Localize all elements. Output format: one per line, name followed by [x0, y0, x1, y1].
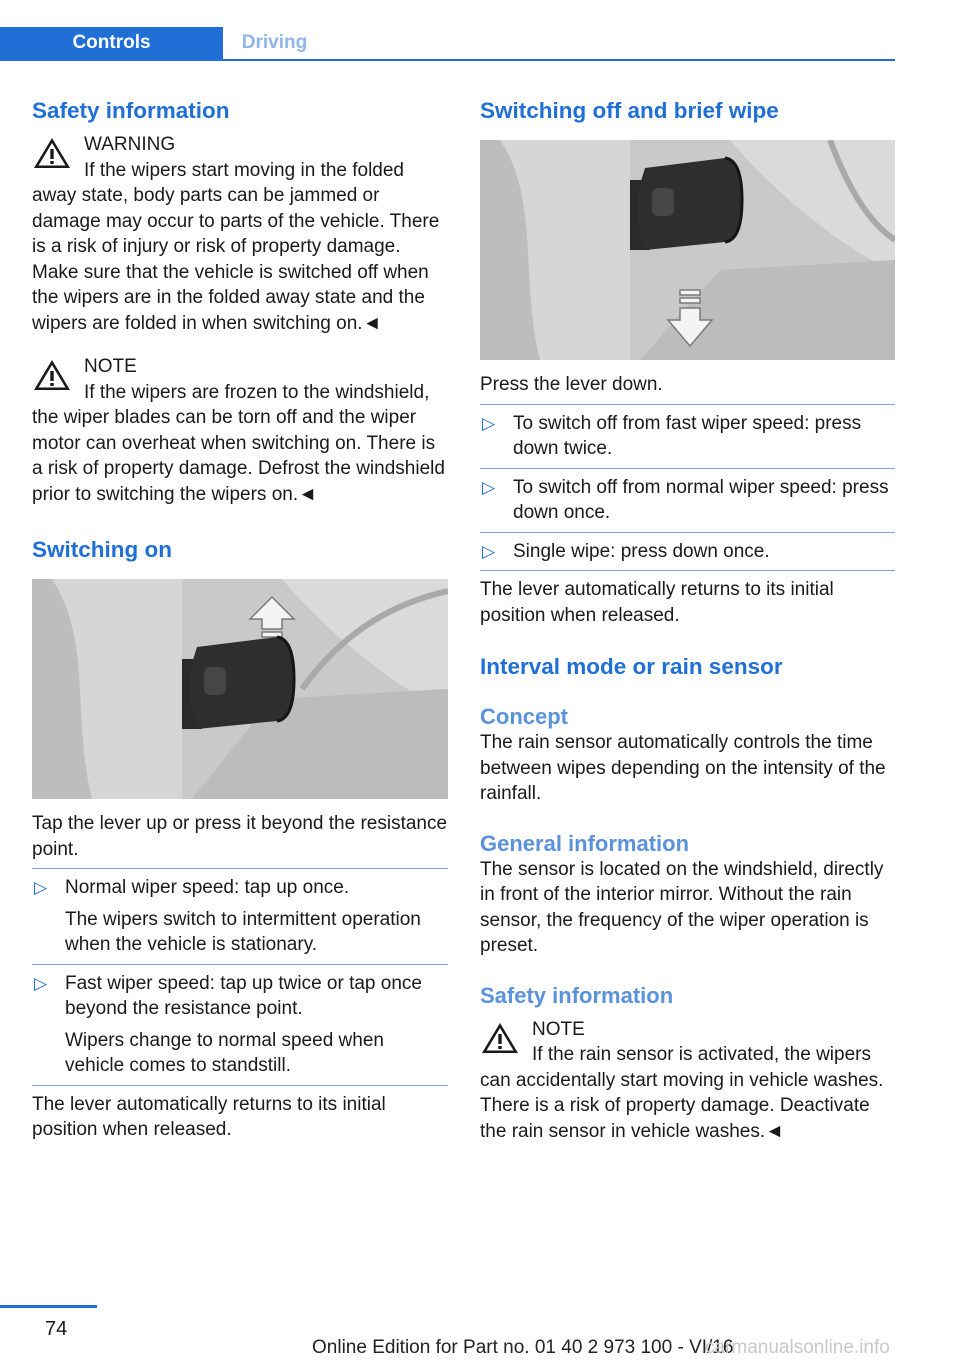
list-separator: [32, 868, 448, 869]
list-separator: [480, 570, 895, 571]
list-item: [32, 875, 448, 958]
list-triangle-marker-icon: ▷: [34, 973, 48, 993]
list-triangle-marker-icon: ▷: [482, 541, 496, 561]
list-separator: [480, 404, 895, 405]
list-triangle-marker-icon: ▷: [482, 477, 496, 497]
tab-controls[interactable]: Controls: [0, 27, 223, 61]
right-column: [480, 98, 895, 1144]
watermark: carmanualsonline.info: [705, 1337, 890, 1358]
auto-return-text: The lever automatically returns to its initial position when released.: [480, 579, 834, 626]
list-item-text: Fast wiper speed: tap up twice or tap once beyond the resistance point.: [65, 972, 422, 1019]
concept-text: The rain sensor automatically controls the time between wipes depending on the intensity of the rainfall.: [480, 732, 886, 804]
switching-on-heading: Switching on: [32, 537, 172, 562]
list-item-text: Normal wiper speed: tap up once.: [65, 877, 350, 898]
note-keyword: NOTE: [84, 356, 137, 377]
note-callout: [32, 354, 448, 507]
warning-text: If the wipers start moving in the folded away state, body parts can be jammed or damage may occur to parts of the vehicle. There is a risk of injury or risk of property damage. Make sure that the vehicle is switched off when the wipers are in the folded away state and the wipers are folded in when switching on.◄: [32, 159, 440, 334]
warning-keyword: WARNING: [84, 134, 176, 155]
list-separator: [32, 1085, 448, 1086]
rain-sensor-safety-heading: Safety information: [480, 982, 674, 1008]
header-tabs: [0, 27, 895, 61]
lever-up-illustration: [32, 579, 448, 799]
warning-triangle-icon: [32, 358, 72, 392]
list-item-text: To switch off from fast wiper speed: press down twice.: [513, 412, 862, 459]
switching-off-heading: Switching off and brief wipe: [480, 98, 779, 123]
list-item-subtext: The wipers switch to intermittent operation when the vehicle is stationary.: [65, 908, 421, 955]
edition-text: Online Edition for Part no. 01 40 2 973 100 - VI/16: [312, 1337, 734, 1358]
lever-down-illustration: [480, 140, 895, 360]
tab-driving[interactable]: Driving: [241, 32, 308, 53]
rain-sensor-note-callout: [480, 1017, 895, 1145]
list-separator: [32, 964, 448, 965]
switching-on-list: [32, 875, 448, 1079]
warning-triangle-icon: [480, 1021, 520, 1055]
press-lever-text: Press the lever down.: [480, 374, 663, 395]
general-information-text: The sensor is located on the windshield, directly in front of the interior mirror. Without the rain sensor, the frequency of the wiper operation is preset.: [480, 858, 884, 956]
list-item-subtext: Wipers change to normal speed when vehicle comes to standstill.: [65, 1029, 384, 1076]
auto-return-text: The lever automatically returns to its initial position when released.: [32, 1093, 386, 1140]
interval-mode-heading: Interval mode or rain sensor: [480, 654, 783, 679]
list-item-text: Single wipe: press down once.: [513, 540, 770, 562]
switching-off-list: [480, 411, 895, 565]
left-column: [32, 98, 448, 1143]
note-keyword: NOTE: [532, 1018, 585, 1040]
list-separator: [480, 468, 895, 469]
page-number: 74: [45, 1318, 68, 1340]
header-rule: [0, 59, 895, 61]
warning-triangle-icon: [32, 136, 72, 170]
concept-heading: Concept: [480, 704, 568, 729]
general-information-heading: General information: [480, 830, 690, 856]
list-separator: [480, 532, 895, 533]
list-item-text: To switch off from normal wiper speed: press down once.: [513, 476, 889, 523]
note-text: If the rain sensor is activated, the wipers can accidentally start moving in vehicle washes. There is a risk of property damage. Deactivate the rain sensor in vehicle washes.◄: [480, 1044, 884, 1142]
list-item: [480, 411, 895, 462]
warning-callout: [32, 132, 448, 336]
list-item: [480, 539, 895, 565]
list-item: [480, 475, 895, 526]
footer-rule: [0, 1305, 97, 1308]
list-triangle-marker-icon: ▷: [34, 878, 48, 897]
tap-lever-text: Tap the lever up or press it beyond the resistance point.: [32, 813, 448, 860]
note-text: If the wipers are frozen to the windshield, the wiper blades can be torn off and the wiper motor can overheat when switching on. There is a risk of property damage. Defrost the windshield prior to switching the wipers on.◄: [32, 381, 445, 505]
list-triangle-marker-icon: ▷: [482, 413, 496, 433]
list-item: [32, 971, 448, 1079]
safety-information-heading: Safety information: [32, 98, 230, 123]
